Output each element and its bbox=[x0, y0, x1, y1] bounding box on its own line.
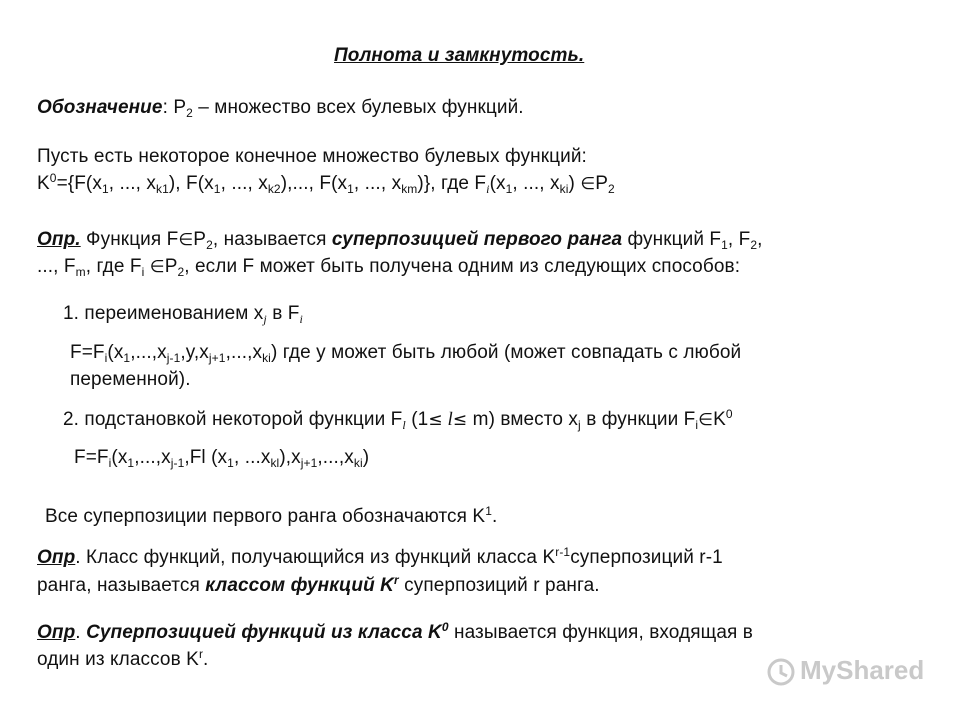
formula-1-line-1: $F=F_i(x_1,...,x_{j-1},y,x_{j+1},...,x_{ki})$ где y может быть любой (может совпадать с любой bbox=[70, 342, 742, 365]
page-title: Полнота и замкнутость. bbox=[334, 45, 585, 66]
definition-2-term: классом функций $K^r$ bbox=[205, 573, 399, 596]
le-symbol: ≤ bbox=[428, 410, 443, 430]
all-superpositions-note: Все суперпозиции первого ранга обозначаются $K^1$. bbox=[45, 504, 498, 527]
formula-2: $F=F_i(x_1,...,x_{j-1},Fl$ ($x_1$, $...x_{kl}),x_{j+1},...,x_{ki}$) bbox=[74, 447, 370, 470]
not-in-symbol: ∈ bbox=[580, 174, 596, 194]
formula-1-line-2: переменной). bbox=[70, 369, 191, 390]
in-symbol: ∈ bbox=[698, 410, 714, 430]
definition-3-line-2: один из классов $K^r$. bbox=[37, 647, 209, 670]
definition-3-label: Опр bbox=[37, 622, 76, 643]
method-1: 1. переименованием $x_j$ в $F_i$ bbox=[63, 303, 303, 326]
watermark-text: MyShared bbox=[800, 655, 925, 685]
le-symbol: ≤ bbox=[452, 410, 468, 430]
watermark bbox=[766, 654, 924, 687]
definition-1-line-1: Опр. Функция $F\in P_2$, называется суперпозицией первого ранга функций $F_1$, $F_2$, bbox=[37, 229, 763, 252]
definition-1-term: суперпозицией первого ранга bbox=[331, 229, 623, 250]
in-symbol: ∈ bbox=[178, 230, 194, 250]
watermark-logo-icon bbox=[766, 657, 796, 687]
definition-2-line-1: Опр. Класс функций, получающийся из функций класса $K^{r-1}суперпозиций$ r-1 bbox=[37, 545, 723, 568]
definition-2-line-2: ранга, называется классом функций $K^r$ суперпозиций r ранга. bbox=[37, 573, 600, 596]
notation-label: Обозначение bbox=[37, 97, 163, 118]
definition-3-term: Суперпозицией функций из класса $K^0$ bbox=[86, 620, 449, 643]
definition-3-line-1: Опр. Суперпозицией функций из класса $K^0$ называется функция, входящая в bbox=[37, 620, 753, 643]
definition-1-line-2: ..., $F_m$, где $F_i$ $\in P_2$, если F может быть получена одним из следующих способов: bbox=[37, 256, 741, 279]
definition-1-label: Опр. bbox=[37, 229, 81, 250]
intro-line-2: $K^0=\{F(x_1$, ..., $x_{k1}$), $F(x_1$, ..., $x_{k2}$),..., $F(x_1$, ..., $x_{km}$)}, где $F_i(x_1$, ..., $x_{ki}$) $\in P_2$ bbox=[37, 171, 615, 196]
in-symbol: ∈ bbox=[149, 257, 165, 277]
notation-line: Обозначение: $P_2$ – множество всех булевых функций. bbox=[37, 97, 524, 120]
definition-2-label: Опр bbox=[37, 547, 76, 568]
intro-line-1: Пусть есть некоторое конечное множество булевых функций: bbox=[37, 146, 587, 167]
method-2: 2. подстановкой некоторой функции $F_l$ (1≤ l≤ m) вместо $x_j$ в функции $F_i\in K^0$ bbox=[63, 407, 733, 432]
